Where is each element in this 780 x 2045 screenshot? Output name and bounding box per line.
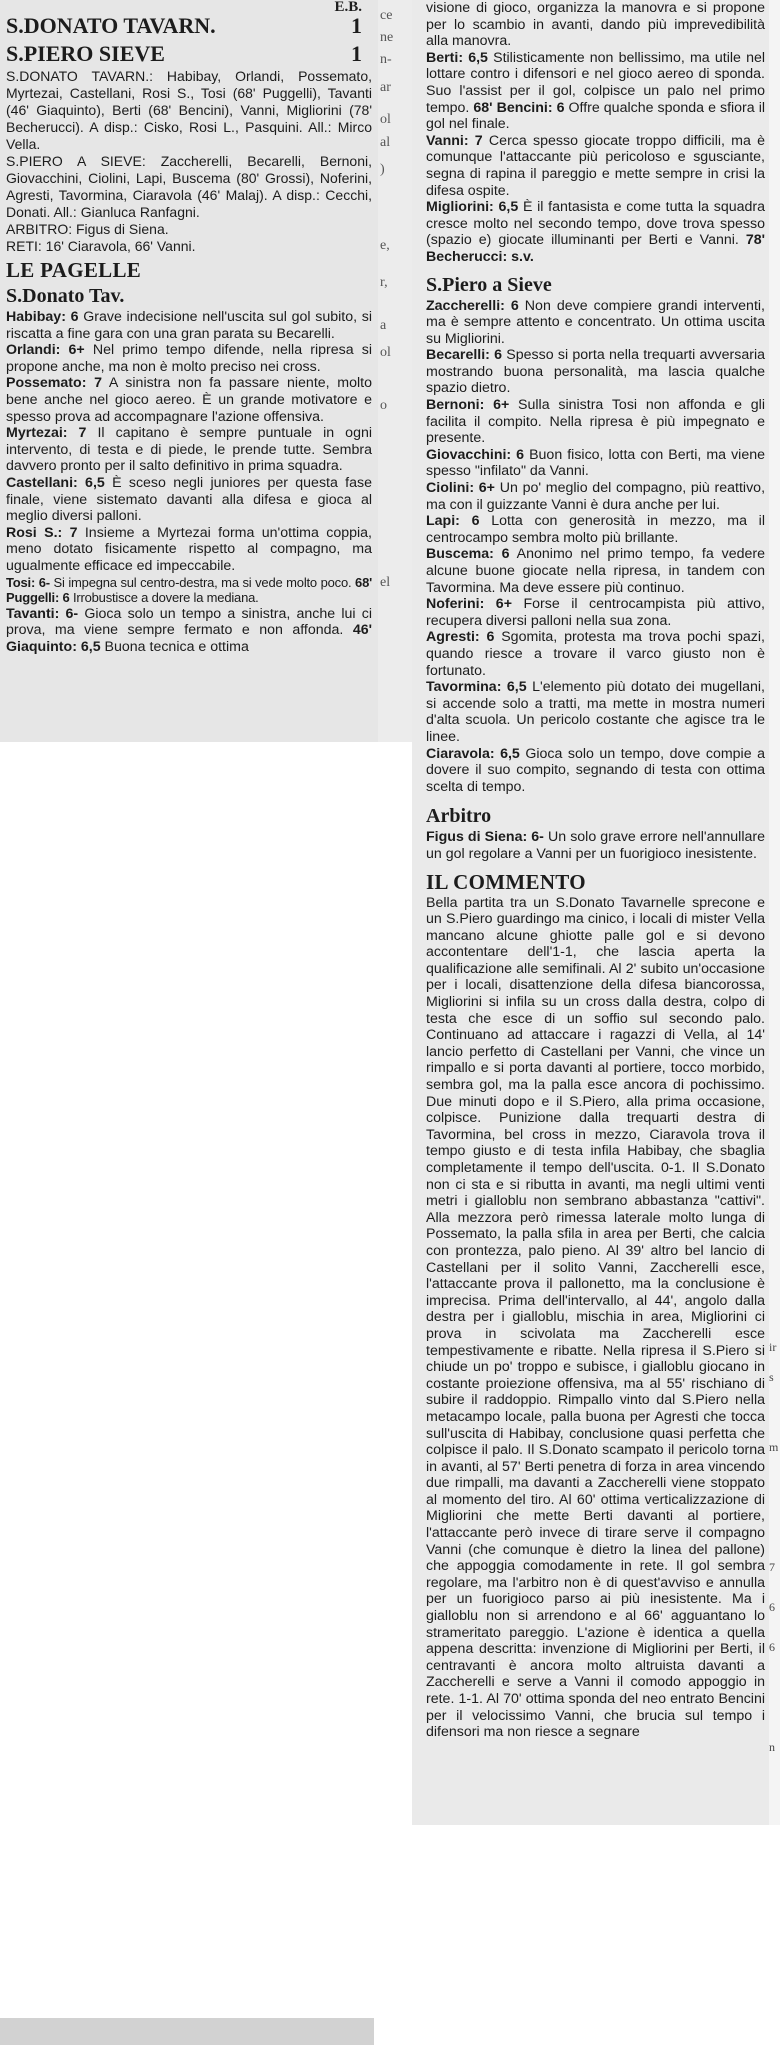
- referee-name: Figus di Siena: 6-: [426, 829, 544, 846]
- player-name: Myrtezai: 7: [6, 425, 87, 442]
- rating-entry: [426, 596, 765, 629]
- rating-entry: [6, 475, 372, 525]
- rating-text: A sinistra non fa passare niente, molto bene anche nel gioco aereo. È un grande motivatore e spesso prova ad accompagnare l'azione offensiva.: [6, 375, 372, 425]
- player-name: Rosi S.: 7: [6, 524, 78, 541]
- margin-fragment: o: [380, 398, 387, 413]
- rating-text: Forse il centrocampista più attivo, recupera diversi palloni nella sua zona.: [426, 596, 765, 629]
- clipping-right-column: [412, 0, 769, 1825]
- rating-text: Un po' meglio del compagno, più reattivo, ma con il guizzante Vanni è dura anche per lui.: [426, 480, 766, 513]
- rating-text: È sceso negli juniores per questa fase finale, viene sistemato davanti alla difesa e gioca al meglio diversi palloni.: [6, 474, 372, 525]
- margin-fragment: n: [769, 1740, 775, 1754]
- rating-text: visione di gioco, organizza la manovra e si propone per lo scambio in avanti, dando più imprevedibilità alla manovra.: [426, 0, 765, 50]
- scoreline-away: [6, 40, 372, 68]
- player-name: Possemato: 7: [6, 375, 103, 392]
- referee-title: Arbitro: [426, 805, 492, 828]
- rating-entry: [426, 397, 765, 447]
- margin-fragment: r,: [380, 275, 388, 290]
- margin-fragment: ir: [769, 1340, 777, 1354]
- rating-entry: [426, 447, 765, 480]
- rating-text: Nel primo tempo difende, nella ripresa si propone anche, ma non è molto preciso nei cross.: [6, 342, 372, 375]
- rating-entry: [426, 347, 765, 397]
- player-name: Buscema: 6: [426, 546, 510, 563]
- rating-entry: [6, 309, 372, 342]
- margin-fragment: al: [380, 135, 391, 150]
- margin-fragment: m: [769, 1440, 779, 1454]
- player-name: Bernoni: 6+: [426, 397, 510, 414]
- score-team: S.DONATO TAVARN.: [6, 13, 216, 38]
- substitute-name: 68' Puggelli: 6: [6, 574, 372, 606]
- edge-fragments: [769, 0, 780, 1825]
- player-name: Ciaravola: 6,5: [426, 745, 520, 762]
- margin-fragment: n-: [380, 52, 392, 67]
- rating-entry: [6, 425, 372, 475]
- player-name: Lapi: 6: [426, 513, 480, 530]
- margin-fragment: ol: [380, 112, 391, 127]
- player-name: Becarelli: 6: [426, 347, 503, 364]
- rating-text: Anonimo nel primo tempo, fa vedere alcune buone giocate nella ripresa, in tandem con Tavormina. Ma deve essere più continuo.: [426, 546, 765, 596]
- lineup-away: S.PIERO A SIEVE: Zaccherelli, Becarelli, Bernoni, Giovacchini, Ciolini, Lapi, Buscema (80' Grossi), Noferini, Agresti, Tavormina, Ciaravola (46' Malaj). A disp.: Cecchi, Donati. All.: Gianluca Ranfagni.: [6, 153, 372, 220]
- margin-fragment: 6: [769, 1640, 775, 1654]
- section-title-ratings: LE PAGELLE: [6, 258, 142, 282]
- team-title-home: S.Donato Tav.: [6, 285, 125, 307]
- rating-text: Gioca solo un tempo, dove compie a dovere il suo compito, segnando di testa con ottima scelta di tempo.: [426, 745, 765, 795]
- player-name: Habibay: 6: [6, 309, 79, 325]
- player-name: Orlandi: 6+: [6, 342, 85, 359]
- rating-entry: [426, 679, 765, 745]
- rating-text: Il capitano è sempre puntuale in ogni intervento, di testa e di piede, le prende tutte. Sembra davvero pronto per il salto definitivo in prima squadra.: [6, 425, 373, 475]
- player-name: Tosi: 6-: [6, 574, 50, 590]
- rating-entry: [426, 298, 765, 348]
- substitute-name: 68' Bencini: 6: [473, 99, 565, 116]
- team-title-away: S.Piero a Sieve: [426, 273, 552, 296]
- rating-text: Sgomita, protesta ma trova pochi spazi, quando riesce a trovare il varco giusto non è fortunato.: [426, 629, 765, 679]
- player-name: Agresti: 6: [426, 629, 495, 646]
- rating-text: Non deve compiere grandi interventi, ma è sempre attento e concentrato. Un ottima uscita su Migliorini.: [426, 297, 765, 347]
- margin-fragment: 7: [769, 1560, 775, 1574]
- rating-entry: [426, 513, 765, 546]
- substitute-name: 46' Giaquinto: 6,5: [6, 622, 372, 655]
- margin-fragment: ce: [380, 8, 393, 23]
- rating-text: È il fantasista e come tutta la squadra cresce molto nel secondo tempo, dove trova spesso (spazio e) giocate illuminanti per Berti e Vanni.: [426, 199, 765, 249]
- rating-entry: [426, 133, 765, 199]
- rating-text: Insieme a Myrtezai forma un'ottima coppia, meno dotato fisicamente rispetto al compagno, ma ugualmente efficace ed impeccabile.: [6, 524, 372, 574]
- rating-entry: [6, 525, 372, 575]
- rating-entry: [6, 606, 372, 656]
- comment-title: IL COMMENTO: [426, 869, 586, 894]
- rating-entry: [426, 746, 765, 796]
- rating-entry: [426, 629, 765, 679]
- player-name: Castellani: 6,5: [6, 474, 105, 491]
- rating-entry: [426, 199, 765, 265]
- rating-text: Irrobustisce a dovere la mediana.: [69, 590, 259, 606]
- goals-line: RETI: 16' Ciaravola, 66' Vanni.: [6, 238, 196, 254]
- rating-text: Un solo grave errore nell'annullare un gol regolare a Vanni per un fuorigioco inesistente.: [426, 829, 765, 862]
- rating-text: Si impegna sul centro-destra, ma si vede molto poco.: [49, 574, 356, 590]
- player-name: Tavanti: 6-: [6, 605, 79, 622]
- rating-entry: [6, 375, 372, 425]
- player-name: Giovacchini: 6: [426, 446, 525, 463]
- player-name: Ciolini: 6+: [426, 480, 495, 497]
- referee-line: ARBITRO: Figus di Siena.: [6, 221, 169, 237]
- gutter-fragments: [378, 0, 412, 742]
- rating-entry: [426, 480, 765, 513]
- player-name: Noferini: 6+: [426, 596, 512, 613]
- player-name: Zaccherelli: 6: [426, 297, 519, 314]
- player-name: Tavormina: 6,5: [426, 679, 527, 696]
- margin-fragment: ne: [380, 30, 394, 45]
- player-name: Vanni: 7: [426, 132, 483, 149]
- clipping-left-column: [0, 0, 378, 742]
- substitute-name: 78' Becherucci: s.v.: [426, 232, 765, 265]
- lineup-home: S.DONATO TAVARN.: Habibay, Orlandi, Possemato, Myrtezai, Castellani, Rosi S., Tosi (68' Puggelli), Tavanti (46' Giaquinto), Berti (68' Bencini), Vanni, Migliorini (78' Becherucci). A disp.: Cisko, Rosi L., Pasquini. All.: Mirco Vella.: [6, 68, 372, 152]
- rating-text: Grave indecisione nell'uscita sul gol subito, si riscatta a fine gara con una gran parata su Becarelli.: [6, 309, 373, 342]
- rating-text: Gioca solo un tempo a sinistra, anche lui ci prova, ma viene sempre fermato e non affonda.: [6, 605, 372, 639]
- rating-text: Stilisticamente non bellissimo, ma utile nel lottare contro i difensori e nel gioco aereo di sponda. Suo l'assist per il gol, colpisce un palo nel primo tempo.: [426, 49, 765, 116]
- rating-text: Offre qualche sponda e sfiora il gol nel finale.: [426, 99, 765, 133]
- rating-text: Buon fisico, lotta con Berti, ma viene spesso "infilato" da Vanni.: [426, 446, 766, 480]
- margin-fragment: 6: [769, 1600, 775, 1614]
- margin-fragment: s: [769, 1370, 774, 1384]
- rating-entry: [6, 575, 372, 606]
- margin-fragment: a: [380, 318, 387, 333]
- rating-text: Cerca spesso giocate troppo difficili, ma è comunque l'attaccante più pericoloso e sgusciante, segna di rapina il pareggio e mette sempre in crisi la difesa ospite.: [426, 132, 766, 199]
- scoreline-home: [6, 12, 372, 40]
- rating-text: Buona tecnica e ottima: [100, 638, 249, 655]
- referee-rating: [426, 829, 765, 862]
- margin-fragment: ar: [380, 80, 391, 95]
- rating-entry: [426, 50, 765, 133]
- rating-text: Spesso si porta nella trequarti avversaria mostrando buona personalità, ma lascia qualche spazio dietro.: [426, 347, 765, 397]
- player-name: Berti: 6,5: [426, 49, 488, 66]
- rating-entry: [426, 546, 765, 596]
- rating-entry: [426, 0, 765, 50]
- player-name: Migliorini: 6,5: [426, 199, 519, 216]
- margin-fragment: el: [380, 575, 391, 590]
- byline: E.B.: [334, 0, 362, 12]
- margin-fragment: ol: [380, 345, 391, 360]
- match-commentary: Bella partita tra un S.Donato Tavarnelle sprecone e un S.Piero guardingo ma cinico, i locali di mister Vella mancano alcune ghiotte palle gol e si devono accontentare dell'1-1, che lascia aperta la qualificazione alle semifinali. Al 2' subito un'occasione per i locali, disattenzione della difesa biancorossa, Migliorini si infila su un cross dalla destra, colpo di testa che esce di un soffio sul secondo palo. Continuano ad attaccare i ragazzi di Vella, al 14' lancio perfetto di Castellani per Vanni, che vince un rimpallo e si porta davanti al portiere, tocco morbido, sembra gol, ma la palla esce ancora di pochissimo. Due minuti dopo e il S.Piero, alla prima occasione, colpisce. Punizione dalla trequarti destra di Tavormina, bel cross in mezzo, Ciaravola trova il tempo giusto e di testa infila Habibay, che sbaglia completamente il tempo dell'uscita. 0-1. Il S.Donato non ci sta e si ributta in avanti, ma negli ultimi venti metri i gialloblu non sembrano abbastanza "cattivi". Alla mezzora però rimessa laterale molto lunga di Possemato, la palla sfila in area per Berti, che calcia con prontezza, palo pieno. Al 39' altro bel lancio di Castellani per il solito Vanni, Zaccherelli esce, l'attaccante prova il pallonetto, ma la conclusione è imprecisa. Prima dell'intervallo, al 44', angolo dalla destra per i gialloblu, mischia in area, Migliorini ci prova in scivolata ma Zaccherelli esce tempestivamente e ribatte. Nella ripresa il S.Piero si chiude un po' troppo e subisce, i gialloblu giocano in costante proiezione offensiva, ma al 55' rischiano di subire il raddoppio. Rimpallo vinto dal S.Piero nella metacampo locale, palla buona per Agresti che tocca sull'uscita di Habibay, conclusione quasi perfetta che colpisce il palo. Il S.Donato scampato il pericolo torna in avanti, al 57' Berti penetra di forza in area vincendo due rimpalli, ma davanti a Zaccherelli viene stoppato al momento del tiro. Al 60' ottima verticalizzazione di Migliorini che mette Berti davanti al portiere, l'attaccante però invece di tirare serve il compagno Vanni (che comunque è dietro la linea del pallone) che appoggia comodamente in rete. Il gol sembra regolare, ma l'arbitro non è di quest'avviso e annulla per un fuorigioco parso ai più inesistente. Ma i gialloblu non si arrendono e al 66' agguantano lo strameritato pareggio. L'azione è identica a quella appena descritta: invenzione di Migliorini per Berti, il centravanti è ancora molto altruista davanti a Zaccherelli e serve a Vanni il comodo appoggio in rete. 1-1. Al 70' ottima sponda del neo entrato Bencini per il velocissimo Vanni, che brucia sul tempo i difensori ma non riesce a segnare: [426, 894, 765, 1741]
- score-team: S.PIERO SIEVE: [6, 41, 165, 66]
- clipping-scrap: [0, 2018, 374, 2045]
- score-goals: 1: [351, 13, 362, 38]
- rating-text: L'elemento più dotato dei mugellani, si accende solo a tratti, ma mette in mostra numeri d'alta scuola. Un pericolo costante che agisce tra le linee.: [426, 679, 765, 745]
- rating-entry: [6, 342, 372, 375]
- score-goals: 1: [351, 41, 362, 66]
- rating-text: Sulla sinistra Tosi non affonda e gli facilita il compito. Nella ripresa è più impegnato e presente.: [426, 397, 765, 447]
- rating-text: Lotta con generosità in mezzo, ma il centrocampo sembra molto più brillante.: [426, 513, 765, 546]
- margin-fragment: ): [380, 162, 385, 177]
- margin-fragment: e,: [380, 238, 390, 253]
